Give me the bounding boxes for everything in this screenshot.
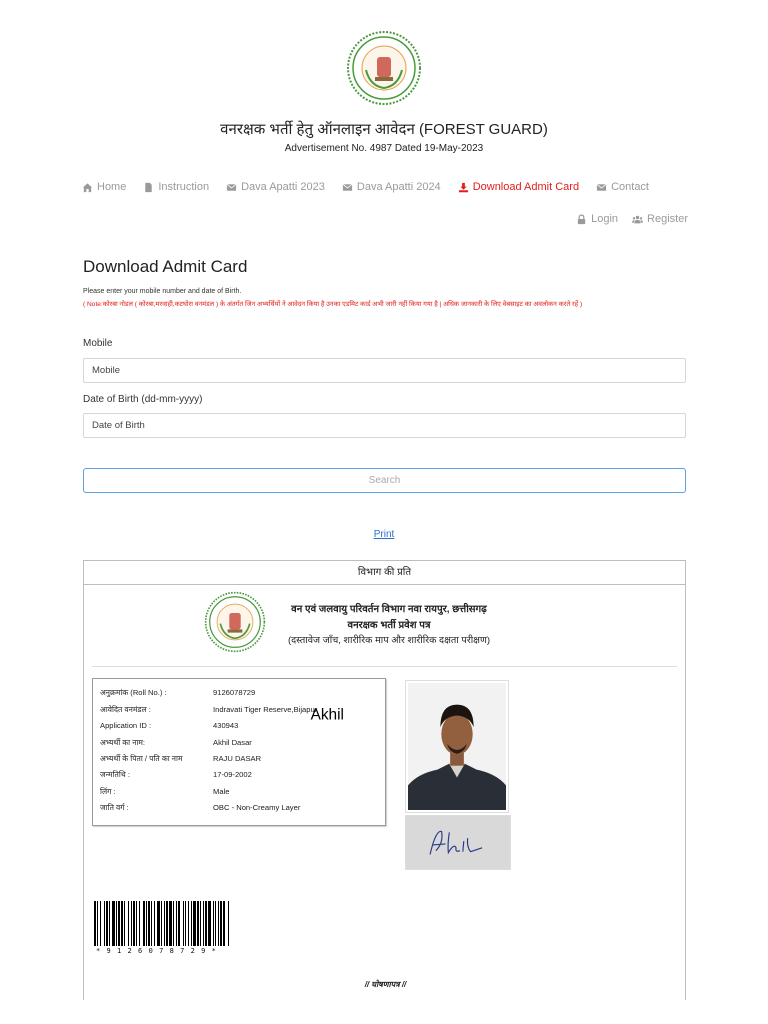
card-header: विभाग की प्रति <box>84 561 685 585</box>
field-value-gender: Male <box>213 787 230 796</box>
nav-contact[interactable] <box>596 181 649 193</box>
barcode-bar <box>131 901 132 946</box>
barcode-bar <box>203 901 204 946</box>
nav-login-label: Login <box>591 213 619 225</box>
print-link[interactable]: Print <box>373 529 395 540</box>
download-icon <box>458 182 469 193</box>
barcode-bar <box>146 901 147 946</box>
barcode-bar <box>136 901 137 946</box>
state-emblem-logo <box>346 30 422 106</box>
barcode-bar <box>94 901 96 946</box>
nav-dava-apatti-2024[interactable] <box>342 181 441 193</box>
field-label-category: जाति वर्ग : <box>100 803 129 812</box>
candidate-photo <box>405 680 509 813</box>
barcode-bar <box>178 901 180 946</box>
note-text: ( Note:कोरबा नोडल ( कोरबा,मरवाही,कटघोरा वनमंडल ) के अंतर्गत जिन अभ्यर्थियों ने आवेदन किया है उनका एडमिट कार्ड अभी जारी नहीं किया गया है | अधिक जानकारी के लिए वेबसाइट का अवलोकन करते रहें ) <box>83 301 583 308</box>
dob-input[interactable] <box>83 413 686 438</box>
barcode-bar <box>220 901 222 946</box>
field-value-father: RAJU DASAR <box>213 754 262 763</box>
candidate-signature <box>310 706 511 870</box>
field-label-application-id: Application ID : <box>100 721 152 730</box>
barcode-bar <box>118 901 120 946</box>
barcode-bar <box>185 901 186 946</box>
admit-card <box>83 560 686 1000</box>
page-main-title: वनरक्षक भर्ती हेतु ऑनलाइन आवेदन (FOREST GUARD) <box>220 121 548 138</box>
field-label-division: आवेदित वनमंडल : <box>100 705 151 714</box>
lock-icon <box>576 214 587 225</box>
nav-register-label: Register <box>647 213 688 225</box>
barcode-bar <box>197 901 199 946</box>
barcode <box>94 901 256 946</box>
field-value-name: Akhil Dasar <box>213 738 252 747</box>
nav-register[interactable] <box>632 213 688 225</box>
mobile-label: Mobile <box>83 338 113 349</box>
barcode-bar <box>188 901 189 946</box>
barcode-bar <box>106 901 108 946</box>
envelope-icon <box>226 182 237 193</box>
field-value-category: OBC - Non-Creamy Layer <box>213 803 301 812</box>
barcode-bar <box>183 901 184 946</box>
nav-contact-label: Contact <box>611 181 649 193</box>
barcode-bar <box>205 901 207 946</box>
home-icon <box>82 182 93 193</box>
nav-instruction[interactable] <box>143 181 209 193</box>
users-icon <box>632 214 643 225</box>
barcode-bar <box>200 901 201 946</box>
card-subtitle: (दस्तावेज जाँच, शारीरिक माप और शारीरिक दक्षता परीक्षण) <box>287 635 491 646</box>
nav-dava-2023-label: Dava Apatti 2023 <box>241 181 325 193</box>
candidate-info-box <box>92 678 386 826</box>
barcode-bar <box>128 901 129 946</box>
field-value-dob: 17-09-2002 <box>213 770 252 779</box>
nav-dava-apatti-2023[interactable] <box>226 181 325 193</box>
barcode-bar <box>169 901 172 946</box>
field-label-dob: जन्मतिथि : <box>100 770 130 779</box>
nav-download-label: Download Admit Card <box>472 181 580 193</box>
main-nav <box>82 181 666 193</box>
barcode-bar <box>191 901 192 946</box>
advertisement-info: Advertisement No. 4987 Dated 19-May-2023 <box>284 143 484 154</box>
barcode-bar <box>109 901 110 946</box>
barcode-bar <box>193 901 196 946</box>
declaration-heading: // घोषणापत्र // <box>364 980 407 989</box>
barcode-bar <box>121 901 123 946</box>
barcode-bar <box>161 901 162 946</box>
barcode-bar <box>100 901 101 946</box>
barcode-bar <box>213 901 214 946</box>
barcode-bar <box>112 901 115 946</box>
field-label-father: अभ्यर्थी के पिता / पति का नाम <box>100 754 183 763</box>
field-label-gender: लिंग : <box>100 787 116 796</box>
barcode-bar <box>148 901 150 946</box>
barcode-bar <box>104 901 105 946</box>
divider <box>92 666 677 667</box>
barcode-bar <box>176 901 177 946</box>
dob-label: Date of Birth (dd-mm-yyyy) <box>83 394 203 405</box>
envelope-icon <box>342 182 353 193</box>
state-emblem-logo <box>204 591 266 653</box>
barcode-bar <box>215 901 216 946</box>
nav-download-admit-card[interactable] <box>458 181 579 193</box>
nav-home-label: Home <box>97 181 127 193</box>
search-button[interactable]: Search <box>83 468 686 493</box>
barcode-bar <box>173 901 174 946</box>
nav-dava-2024-label: Dava Apatti 2024 <box>356 181 441 193</box>
barcode-bar <box>166 901 168 946</box>
barcode-bar <box>228 901 229 946</box>
field-value-roll: 9126078729 <box>213 688 256 697</box>
barcode-bar <box>218 901 219 946</box>
barcode-bar <box>133 901 135 946</box>
signature-text: Akhil <box>310 706 344 724</box>
barcode-bar <box>124 901 125 946</box>
barcode-bar <box>116 901 117 946</box>
dept-name: वन एवं जलवायु परिवर्तन विभाग नवा रायपुर, छत्तीसगढ़ <box>291 604 487 615</box>
barcode-bar <box>151 901 152 946</box>
barcode-bar <box>157 901 160 946</box>
barcode-number: *9126078729* <box>96 947 223 955</box>
barcode-bar <box>139 901 140 946</box>
barcode-bar <box>164 901 165 946</box>
nav-home[interactable] <box>82 181 126 193</box>
page-title: Download Admit Card <box>83 257 248 276</box>
nav-login[interactable] <box>576 213 618 225</box>
barcode-bar <box>97 901 98 946</box>
help-text: Please enter your mobile number and date of Birth. <box>83 288 242 295</box>
field-label-roll: अनुक्रमांक (Roll No.) : <box>100 688 167 697</box>
barcode-bar <box>143 901 145 946</box>
card-title: वनरक्षक भर्ती प्रवेश पत्र <box>347 620 431 631</box>
envelope-icon <box>596 182 607 193</box>
field-value-division: Indravati Tiger Reserve,Bijapur <box>213 705 318 714</box>
barcode-bar <box>223 901 225 946</box>
field-value-application-id: 430943 <box>213 721 239 730</box>
barcode-bar <box>208 901 211 946</box>
barcode-bar <box>154 901 155 946</box>
file-icon <box>143 182 154 193</box>
field-label-name: अभ्यर्थी का नाम: <box>100 738 146 747</box>
nav-instruction-label: Instruction <box>158 181 210 193</box>
mobile-input[interactable] <box>83 358 686 383</box>
auth-nav <box>562 213 688 225</box>
